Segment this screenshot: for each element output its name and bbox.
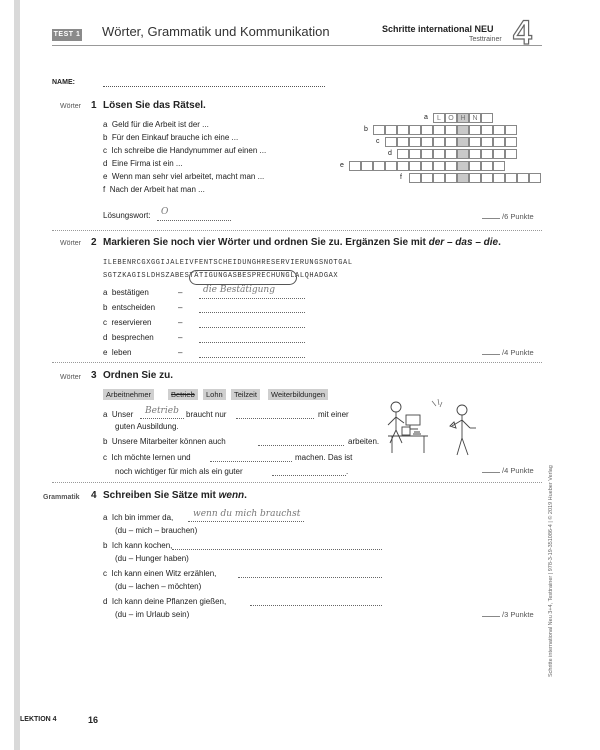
task3-points: /4 Punkte — [482, 466, 534, 475]
crossword-cell[interactable] — [397, 161, 409, 171]
crossword-cell[interactable] — [505, 137, 517, 147]
crossword-cell[interactable] — [349, 161, 361, 171]
task2-dash: – — [178, 333, 183, 342]
word-box: Arbeitnehmer — [103, 389, 154, 400]
crossword-row-label: c — [376, 138, 380, 145]
task3-answer-a: Betrieb — [145, 406, 179, 416]
task3-line-b[interactable] — [258, 445, 344, 446]
task2-item-c: c reservieren — [103, 318, 152, 327]
task4-hint-d: (du – im Urlaub sein) — [115, 610, 190, 619]
page-title: Wörter, Grammatik und Kommunikation — [102, 24, 330, 39]
crossword-cell[interactable] — [433, 125, 445, 135]
crossword-cell[interactable] — [445, 173, 457, 183]
crossword-cell[interactable]: N — [469, 113, 481, 123]
crossword-cell[interactable] — [409, 125, 421, 135]
crossword-cell[interactable] — [505, 173, 517, 183]
crossword-cell[interactable] — [493, 173, 505, 183]
crossword-cell[interactable] — [421, 173, 433, 183]
name-field-line[interactable] — [103, 86, 325, 87]
crossword-row-label: f — [400, 174, 402, 181]
crossword-cell[interactable] — [421, 137, 433, 147]
task2-dash: – — [178, 303, 183, 312]
crossword-cell[interactable] — [481, 125, 493, 135]
margin-stripe — [14, 0, 20, 750]
task4-hint-b: (du – Hunger haben) — [115, 554, 189, 563]
task2-line-d[interactable] — [199, 342, 305, 343]
task3-item-a: a Unser — [103, 410, 134, 419]
task4-hint-a: (du – mich – brauchen) — [115, 526, 198, 535]
crossword-cell[interactable] — [493, 149, 505, 159]
task4-answer-a: wenn du mich brauchst — [193, 509, 301, 519]
crossword-cell[interactable] — [385, 125, 397, 135]
crossword-cell[interactable] — [397, 137, 409, 147]
crossword-cell[interactable] — [397, 125, 409, 135]
crossword-cell[interactable] — [493, 125, 505, 135]
crossword-cell[interactable] — [481, 113, 493, 123]
crossword-cell[interactable] — [469, 173, 481, 183]
crossword-cell[interactable] — [493, 161, 505, 171]
task3-line-c1[interactable] — [210, 461, 292, 462]
crossword-cell[interactable]: O — [445, 113, 457, 123]
task1-number: 1 — [91, 100, 97, 111]
crossword-row-label: e — [340, 162, 344, 169]
crossword-row-label: b — [364, 126, 368, 133]
solution-value: O — [161, 207, 169, 217]
task2-item-a: a bestätigen — [103, 288, 149, 297]
crossword-cell[interactable] — [445, 137, 457, 147]
task2-title: Markieren Sie noch vier Wörter und ordnen Sie zu. Ergänzen Sie mit der – das – die. — [103, 237, 501, 248]
word-box: Lohn — [203, 389, 226, 400]
office-illustration — [380, 398, 492, 460]
test-tag: TEST 1 — [52, 29, 82, 41]
crossword-cell[interactable] — [433, 173, 445, 183]
task4-title: Schreiben Sie Sätze mit wenn. — [103, 490, 247, 501]
crossword-cell[interactable] — [445, 125, 457, 135]
task1-item-a: a Geld für die Arbeit ist der ... — [103, 120, 209, 129]
crossword-cell[interactable]: H — [457, 113, 469, 123]
crossword-cell[interactable] — [457, 173, 469, 183]
task2-item-d: d besprechen — [103, 333, 154, 342]
crossword-cell[interactable] — [373, 161, 385, 171]
header-rule — [52, 45, 542, 46]
task2-dash: – — [178, 348, 183, 357]
task2-answer-a: die Bestätigung — [203, 285, 275, 295]
task3-section: Wörter — [60, 374, 81, 381]
solution-line[interactable] — [157, 220, 231, 221]
task3-line-c2[interactable] — [272, 475, 346, 476]
task3-item-b-post: arbeiten. — [348, 437, 380, 446]
task1-item-b: b Für den Einkauf brauche ich eine ... — [103, 133, 239, 142]
task4-line-d[interactable] — [250, 605, 382, 606]
separator — [52, 362, 542, 363]
task2-dash: – — [178, 318, 183, 327]
task4-item-d: d Ich kann deine Pflanzen gießen, — [103, 597, 227, 606]
crossword-cell[interactable] — [457, 125, 469, 135]
crossword-cell[interactable] — [457, 161, 469, 171]
crossword-row-label: d — [388, 150, 392, 157]
crossword-cell[interactable] — [373, 125, 385, 135]
crossword-cell[interactable] — [469, 125, 481, 135]
page-number: 16 — [88, 715, 99, 725]
crossword-cell[interactable] — [469, 149, 481, 159]
lesson-number: 4 — [513, 14, 532, 52]
task3-item-a-post: mit einer — [318, 410, 349, 419]
crossword-cell[interactable] — [409, 137, 421, 147]
crossword-cell[interactable] — [457, 137, 469, 147]
crossword-cell[interactable] — [421, 149, 433, 159]
highlight-circle — [189, 270, 297, 285]
crossword-cell[interactable] — [445, 161, 457, 171]
task2-number: 2 — [91, 237, 97, 248]
task1-item-c: c Ich schreibe die Handynummer auf einen ... — [103, 146, 267, 155]
separator — [52, 230, 542, 231]
task1-item-d: d Eine Firma ist ein ... — [103, 159, 183, 168]
crossword-cell[interactable] — [385, 137, 397, 147]
task2-points: /4 Punkte — [482, 348, 534, 357]
crossword-cell[interactable] — [397, 149, 409, 159]
task4-line-b[interactable] — [172, 549, 382, 550]
crossword-cell[interactable] — [457, 149, 469, 159]
crossword-cell[interactable] — [421, 161, 433, 171]
copyright-sidebar: Schritte international Neu 3+4, Testtrainer | 978-3-19-351086-4 | © 2019 Hueber Verlag — [548, 465, 554, 677]
task3-item-b: b Unsere Mitarbeiter können auch — [103, 437, 226, 446]
task4-line-a[interactable] — [188, 521, 304, 522]
letter-line-2: SGTZKAGISLDHSZABESTÄTIGUNGASBESPRECHUNGLALQHADGAX — [103, 272, 339, 280]
crossword-cell[interactable] — [529, 173, 541, 183]
task2-item-e: e leben — [103, 348, 132, 357]
task4-item-c: c Ich kann einen Witz erzählen, — [103, 569, 217, 578]
task3-number: 3 — [91, 370, 97, 381]
crossword-cell[interactable] — [361, 161, 373, 171]
task4-section: Grammatik — [43, 494, 80, 501]
footer-lektion: LEKTION 4 — [20, 716, 57, 723]
task3-dot: . — [346, 467, 349, 476]
task4-item-a: a Ich bin immer da, — [103, 513, 174, 522]
task2-dash: – — [178, 288, 183, 297]
crossword-cell[interactable] — [493, 137, 505, 147]
word-box: Teilzeit — [231, 389, 260, 400]
task2-line-a[interactable] — [199, 298, 305, 299]
task3-item-c: c Ich möchte lernen und — [103, 453, 191, 462]
word-box-used: Betrieb — [168, 389, 198, 400]
task4-hint-c: (du – lachen – möchten) — [115, 582, 202, 591]
crossword-cell[interactable] — [385, 161, 397, 171]
task1-section: Wörter — [60, 103, 81, 110]
task2-section: Wörter — [60, 240, 81, 247]
crossword-cell[interactable] — [481, 161, 493, 171]
crossword-cell[interactable] — [445, 149, 457, 159]
task3-title: Ordnen Sie zu. — [103, 370, 174, 381]
crossword-cell[interactable] — [505, 149, 517, 159]
crossword-row-label: a — [424, 114, 428, 121]
crossword-cell[interactable] — [469, 161, 481, 171]
task4-line-c[interactable] — [238, 577, 382, 578]
crossword-cell[interactable] — [433, 161, 445, 171]
task4-number: 4 — [91, 490, 97, 501]
crossword-cell[interactable] — [481, 173, 493, 183]
word-box: Weiterbildungen — [268, 389, 328, 400]
crossword-cell[interactable] — [481, 149, 493, 159]
crossword-cell[interactable] — [517, 173, 529, 183]
task1-points: /6 Punkte — [482, 212, 534, 221]
task3-line-a2[interactable] — [236, 418, 314, 419]
task1-title: Lösen Sie das Rätsel. — [103, 100, 206, 111]
brand-title: Schritte international NEU — [382, 24, 494, 34]
crossword-cell[interactable] — [409, 149, 421, 159]
task4-item-b: b Ich kann kochen, — [103, 541, 173, 550]
task3-item-a-line2: guten Ausbildung. — [115, 422, 179, 431]
task4-points: /3 Punkte — [482, 610, 534, 619]
letter-line-1: ILEBENRCGXGGIJALEIVFENTSCHEIDUNGHRESERVIERUNGSNOTGAL — [103, 259, 353, 267]
separator — [52, 482, 542, 483]
crossword-cell[interactable]: L — [433, 113, 445, 123]
solution-label: Lösungswort: — [103, 211, 151, 220]
task3-item-a-mid: braucht nur — [186, 410, 227, 419]
task2-line-e[interactable] — [199, 357, 305, 358]
task2-line-c[interactable] — [199, 327, 305, 328]
task2-item-b: b entscheiden — [103, 303, 156, 312]
task2-line-b[interactable] — [199, 312, 305, 313]
task3-item-c-post: machen. Das ist — [295, 453, 353, 462]
task1-item-f: f Nach der Arbeit hat man ... — [103, 185, 205, 194]
crossword-cell[interactable] — [433, 137, 445, 147]
brand-subtitle: Testtrainer — [469, 36, 502, 43]
task3-line-a1[interactable] — [140, 418, 184, 419]
crossword-cell[interactable] — [481, 137, 493, 147]
crossword-cell[interactable] — [469, 137, 481, 147]
name-label: NAME: — [52, 79, 75, 86]
task1-item-e: e Wenn man sehr viel arbeitet, macht man ... — [103, 172, 265, 181]
crossword-cell[interactable] — [505, 125, 517, 135]
crossword-cell[interactable] — [409, 173, 421, 183]
task3-item-c-line2: noch wichtiger für mich als ein guter — [115, 467, 243, 476]
crossword-cell[interactable] — [433, 149, 445, 159]
crossword-cell[interactable] — [421, 125, 433, 135]
crossword-cell[interactable] — [409, 161, 421, 171]
